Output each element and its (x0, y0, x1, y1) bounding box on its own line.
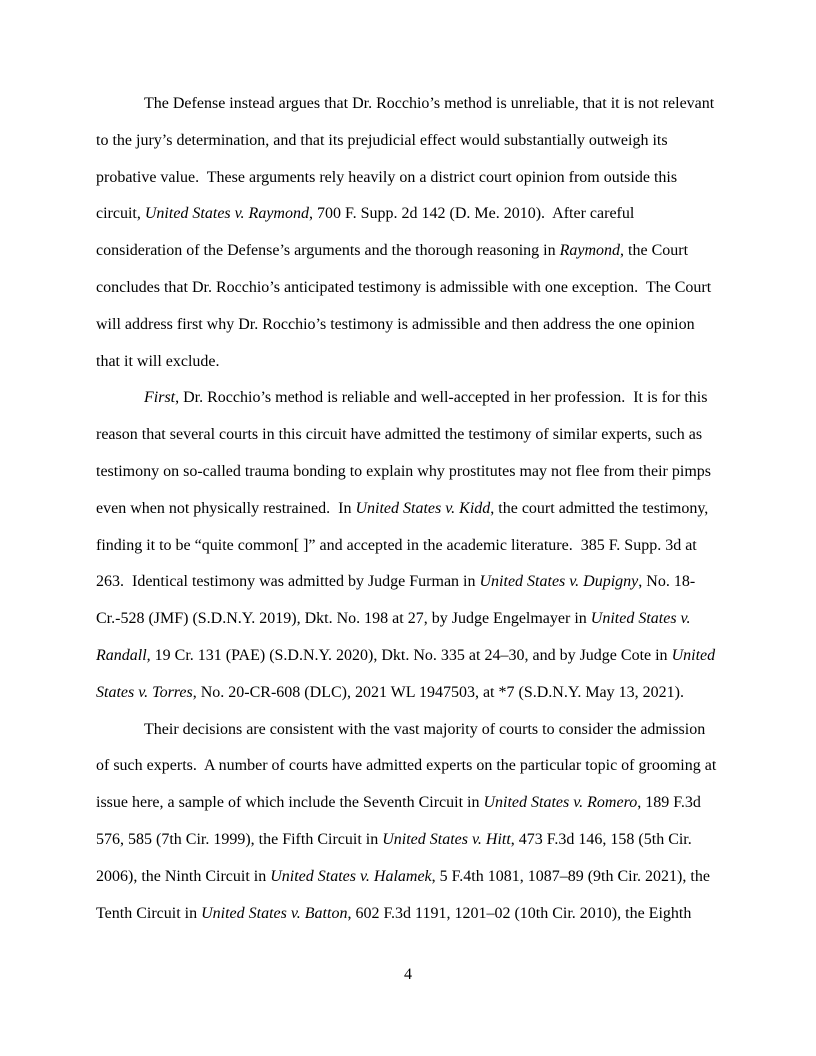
case-citation: United States v. Halamek (270, 867, 432, 885)
case-citation: United States v. Randall (96, 610, 695, 664)
case-citation: United States v. Romero (483, 794, 638, 812)
text-run: , 19 Cr. 131 (PAE) (S.D.N.Y. 2020), Dkt. No. 335 at 24–30, and by Judge Cote in (146, 646, 672, 664)
case-citation: United States v. Hitt (382, 830, 511, 848)
text-run: , the Court concludes that Dr. Rocchio’s anticipated testimony is admissible with one exception. The Court will address first why Dr. Rocchio’s testimony is admissible and then address the one opinion that it will exclude. (96, 242, 716, 370)
document-body (96, 86, 720, 932)
text-run: , 5 F.4th 1081, 1087–89 (9th Cir. 2021), the Tenth Circuit in (96, 867, 714, 922)
text-run: , No. 18-Cr.-528 (JMF) (S.D.N.Y. 2019), Dkt. No. 198 at 27, by Judge Engelmayer in (96, 573, 696, 628)
text-run: , Dr. Rocchio’s method is reliable and well-accepted in her profession. It is for this reason that several courts in this circuit have admitted the testimony of similar experts, such as testimony on so-called trauma bonding to explain why prostitutes may not flee from their pimps even when not physically restrained. In (96, 389, 715, 517)
case-citation: First (144, 389, 176, 407)
text-run: , 700 F. Supp. 2d 142 (D. Me. 2010). After careful consideration of the Defense’s arguments and the thorough reasoning in (96, 205, 639, 260)
text-run: , 473 F.3d 146, 158 (5th Cir. 2006), the Ninth Circuit in (96, 830, 696, 885)
text-run: , 189 F.3d 576, 585 (7th Cir. 1999), the Fifth Circuit in (96, 794, 705, 848)
case-citation: United States v. Kidd (355, 499, 491, 517)
paragraph-first-reliability (96, 380, 720, 711)
case-citation: United States v. Torres (96, 646, 720, 701)
page-number: 4 (404, 966, 412, 983)
text-run: Their decisions are consistent with the vast majority of courts to consider the admission of such experts. A number of courts have admitted experts on the particular topic of grooming at issue here, a sample of which include the Seventh Circuit in (96, 720, 721, 812)
paragraph-defense-arguments (96, 86, 720, 380)
paragraph-consistent-decisions (96, 712, 720, 933)
case-citation: Raymond (559, 242, 621, 260)
case-citation: United States v. Batton (201, 904, 348, 922)
text-run: , the court admitted the testimony, finding it to be “quite common[ ]” and accepted in the academic literature. 385 F. Supp. 3d at 263. Identical testimony was admitted by Judge Furman in (96, 499, 713, 591)
text-run: The Defense instead argues that Dr. Rocchio’s method is unreliable, that it is not relevant to the jury’s determination, and that its prejudicial effect would substantially outweigh its probative value. These arguments rely heavily on a district court opinion from outside this circuit, (96, 95, 719, 223)
case-citation: United States v. Raymond (144, 205, 309, 223)
text-run: , 602 F.3d 1191, 1201–02 (10th Cir. 2010), the Eighth (347, 904, 692, 922)
case-citation: United States v. Dupigny (479, 573, 639, 591)
text-run: , No. 20-CR-608 (DLC), 2021 WL 1947503, at *7 (S.D.N.Y. May 13, 2021). (192, 683, 684, 701)
